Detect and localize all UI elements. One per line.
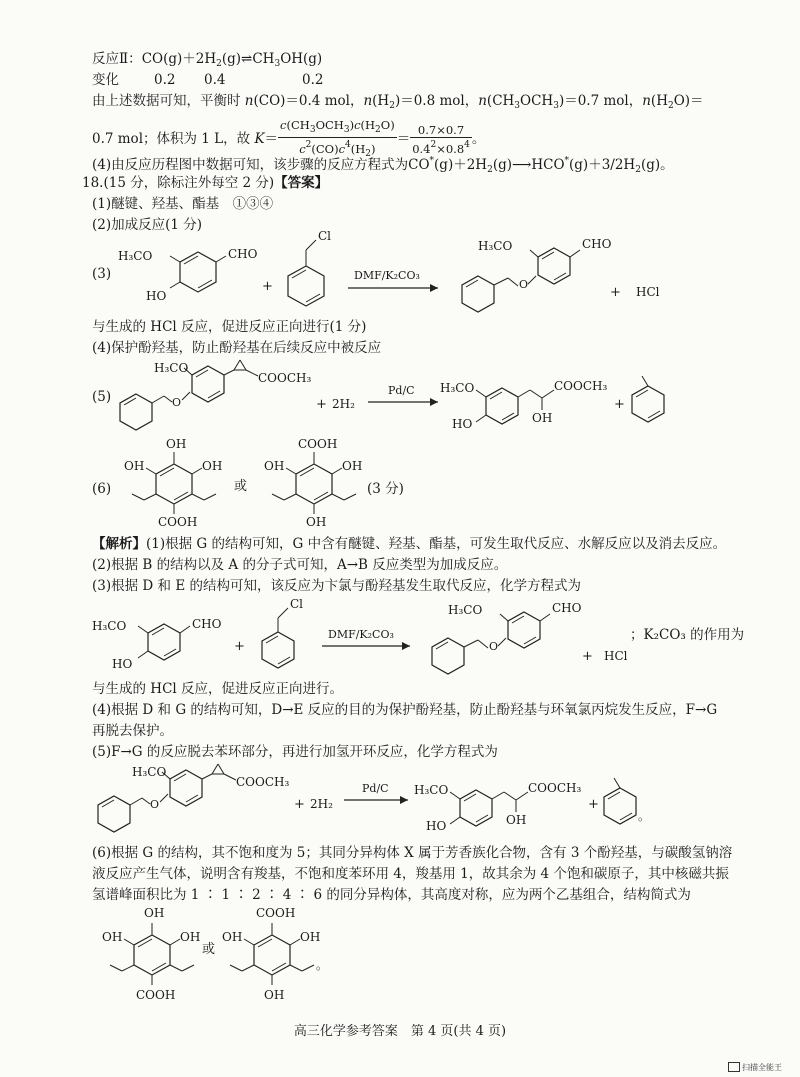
svg-text:COOCH₃: COOCH₃ — [258, 371, 312, 385]
svg-text:OH: OH — [264, 459, 285, 473]
analysis-5-reaction — [96, 762, 656, 838]
svg-text:+: + — [294, 797, 305, 812]
answer-2: (2)加成反应(1 分) — [92, 217, 203, 233]
svg-text:HCl: HCl — [604, 649, 628, 663]
svg-text:+: + — [588, 797, 599, 812]
analysis-3: (3)根据 D 和 E 的结构可知，该反应为卞氯与酚羟基发生取代反应，化学方程式为 — [92, 578, 581, 594]
svg-text:OH: OH — [532, 411, 553, 425]
svg-text:Pd/C: Pd/C — [388, 384, 415, 397]
svg-text:OH: OH — [202, 459, 223, 473]
answer-3-note: 与生成的 HCl 反应，促进反应正向进行(1 分) — [92, 319, 367, 335]
svg-text:OH: OH — [264, 988, 285, 1002]
svg-text:H₃CO: H₃CO — [478, 239, 513, 253]
svg-text:。: 。 — [316, 958, 329, 972]
svg-text:OH: OH — [102, 930, 123, 944]
svg-text:H₃CO: H₃CO — [92, 619, 127, 633]
answer-5-reaction — [118, 358, 678, 438]
analysis-6-isomers — [96, 905, 396, 1005]
isomer-1-structure — [124, 437, 222, 529]
svg-text:COOCH₃: COOCH₃ — [554, 379, 608, 393]
analysis-3-note: 与生成的 HCl 反应，促进反应正向进行。 — [92, 681, 344, 697]
svg-text:+: + — [234, 639, 245, 654]
svg-text:Cl: Cl — [290, 597, 304, 611]
product-g-structure — [414, 781, 582, 833]
svg-text:OH: OH — [166, 437, 187, 451]
product-g-structure — [440, 379, 608, 431]
analysis-4a: (4)根据 D 和 G 的结构可知，D→E 反应的目的为保护酚羟基，防止酚羟基与环氧氯丙烷发生反应，F→G — [92, 702, 718, 718]
svg-text:COOH: COOH — [158, 515, 198, 529]
svg-text:HCl: HCl — [636, 285, 660, 299]
svg-text:或: 或 — [234, 479, 248, 494]
svg-text:OH: OH — [306, 515, 327, 529]
equilibrium-line: 由上述数据可知，平衡时 n(CO)＝0.4 mol，$n(H_2)=0.8$ mol，$n(CH_3OCH_3)=0.7$ mol，$n(H_2O)=$ — [92, 93, 704, 111]
analysis-6b: 液反应产生气体，说明含有羧基，不饱和度苯环用 4，羧基用 1，故其余为 4 个饱和碳原子，其中核磁共振 — [92, 866, 729, 882]
svg-text:OH: OH — [222, 930, 243, 944]
answer-5-label: (5) — [92, 389, 112, 405]
svg-text:OH: OH — [342, 459, 363, 473]
reaction-2-line: 反应Ⅱ：$CO(g)+2H_2(g)\rightleftharpoons CH_3OH(g)$ — [92, 51, 323, 69]
svg-text:COOH: COOH — [298, 437, 338, 451]
svg-text:OH: OH — [144, 906, 165, 920]
svg-text:HO: HO — [112, 657, 133, 671]
svg-text:H₃CO: H₃CO — [118, 249, 153, 263]
svg-text:H₃CO: H₃CO — [448, 603, 483, 617]
vanillin-structure — [118, 247, 258, 303]
k-expression-line: 0.7 mol；体积为 1 L，故 K＝ $\frac{c(CH_3OCH_3)c(H_2O)}{c^2(CO)c^4(H_2)}$ ＝ $\frac{0.7\times 0.7}{0.4^2\times 0.8^4}$ 。 — [92, 118, 486, 159]
isomer-2-structure — [222, 906, 328, 1002]
svg-text:。: 。 — [638, 809, 651, 823]
svg-text:OH: OH — [124, 459, 145, 473]
svg-text:+: + — [316, 397, 327, 412]
analysis-6c: 氢谱峰面积比为 1 ∶ 1 ∶ 2 ∶ 4 ∶ 6 的同分异构体，其高度对称，应为两个乙基组合，结构简式为 — [92, 887, 691, 903]
svg-text:HO: HO — [146, 289, 167, 303]
vanillin-structure — [92, 617, 222, 671]
svg-text:或: 或 — [202, 942, 216, 957]
svg-text:O: O — [489, 640, 499, 653]
svg-text:COOCH₃: COOCH₃ — [236, 775, 290, 789]
analysis-2: (2)根据 B 的结构以及 A 的分子式可知，A→B 反应类型为加成反应。 — [92, 557, 508, 573]
svg-text:CHO: CHO — [228, 247, 258, 261]
svg-text:CHO: CHO — [192, 617, 222, 631]
svg-text:OH: OH — [506, 813, 527, 827]
q18-header: 18.(15 分，除标注外每空 2 分)【答案】 — [82, 175, 329, 191]
svg-text:Cl: Cl — [318, 229, 332, 243]
svg-text:CHO: CHO — [582, 237, 612, 251]
benzyl-vanillin-structure — [432, 601, 582, 674]
svg-text:O: O — [172, 396, 182, 409]
answer-3-label: (3) — [92, 266, 112, 282]
analysis-4b: 再脱去保护。 — [92, 723, 173, 739]
change-line: 变化 0.2 0.4 0.2 — [92, 72, 324, 88]
epoxide-ester-structure — [120, 360, 312, 430]
analysis-6a: (6)根据 G 的结构，其不饱和度为 5；其同分异构体 X 属于芳香族化合物，含有 3 个酚羟基，与碳酸氢钠溶 — [92, 845, 733, 861]
q4-equation-line: (4)由反应历程图中数据可知，该步骤的反应方程式为$CO^*(g)+2H_2(g)⟶HCO^*(g)+3/2H_2(g)$。 — [92, 156, 674, 175]
answer-6-label: (6) — [92, 481, 112, 497]
svg-text:CHO: CHO — [552, 601, 582, 615]
svg-text:HO: HO — [426, 819, 447, 833]
svg-text:HO: HO — [452, 417, 473, 431]
svg-text:+: + — [582, 649, 593, 664]
answer-3-reaction — [118, 230, 678, 320]
toluene-structure — [604, 778, 650, 824]
analysis-5: (5)F→G 的反应脱去苯环部分，再进行加氢开环反应，化学方程式为 — [92, 744, 498, 760]
qr-code-icon — [728, 1062, 740, 1072]
svg-text:OH: OH — [300, 930, 321, 944]
svg-text:Pd/C: Pd/C — [362, 782, 389, 795]
svg-text:O: O — [519, 278, 529, 291]
epoxide-ester-structure — [98, 764, 290, 832]
svg-text:+: + — [614, 397, 625, 412]
benzyl-vanillin-structure — [462, 237, 612, 312]
svg-text:H₃CO: H₃CO — [132, 765, 167, 779]
answer-6-score: (3 分) — [367, 481, 404, 497]
answer-4: (4)保护酚羟基，防止酚羟基在后续反应中被反应 — [92, 340, 382, 356]
svg-text:COOH: COOH — [136, 988, 176, 1002]
analysis-3-tail: ；K₂CO₃ 的作用为 — [630, 627, 745, 643]
svg-text:COOH: COOH — [256, 906, 296, 920]
benzyl-chloride-structure — [262, 597, 303, 668]
svg-text:2H₂: 2H₂ — [310, 797, 333, 811]
svg-text:+: + — [262, 279, 273, 294]
svg-text:O: O — [150, 798, 160, 811]
svg-text:H₃CO: H₃CO — [154, 361, 189, 375]
svg-text:OH: OH — [180, 930, 201, 944]
svg-text:COOCH₃: COOCH₃ — [528, 781, 582, 795]
svg-text:DMF/K₂CO₃: DMF/K₂CO₃ — [328, 628, 394, 641]
answer-1: (1)醚键、羟基、酯基 ①③④ — [92, 196, 274, 212]
isomer-1-structure — [102, 906, 200, 1002]
scanner-watermark: 扫描全能王 — [728, 1062, 782, 1073]
page-footer: 高三化学参考答案 第 4 页(共 4 页) — [293, 1024, 507, 1039]
isomer-2-structure — [264, 437, 362, 529]
benzyl-chloride-structure — [288, 229, 331, 306]
svg-text:H₃CO: H₃CO — [414, 783, 449, 797]
svg-text:+: + — [610, 285, 621, 300]
svg-text:DMF/K₂CO₃: DMF/K₂CO₃ — [354, 269, 420, 282]
toluene-structure — [632, 376, 664, 422]
svg-text:H₃CO: H₃CO — [440, 381, 475, 395]
svg-text:2H₂: 2H₂ — [332, 397, 355, 411]
analysis-1: 【解析】(1)根据 G 的结构可知，G 中含有醚键、羟基、酯基，可发生取代反应、水解反应以及消去反应。 — [92, 536, 727, 552]
analysis-3-reaction — [92, 597, 702, 680]
